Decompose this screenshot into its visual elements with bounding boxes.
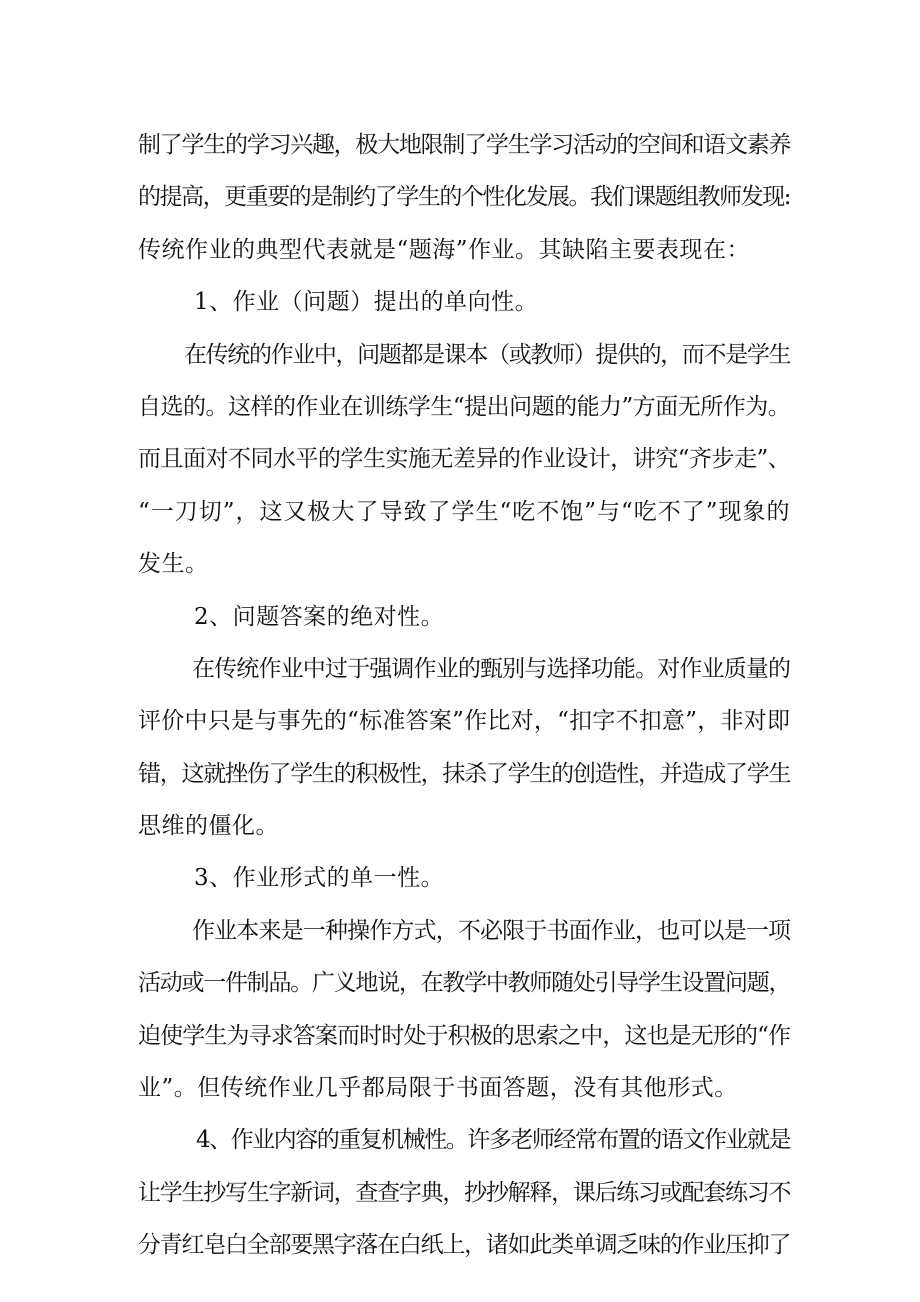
text-line: 让学生抄写生字新词，查查字典，抄抄解释，课后练习或配套练习不	[138, 1179, 790, 1206]
document-body	[138, 119, 790, 1272]
text-line: 制了学生的学习兴趣，极大地限制了学生学习活动的空间和语文素养	[138, 132, 790, 158]
text-line: 而且面对不同水平的学生实施无差异的作业设计，讲究“齐步走”、	[138, 446, 790, 473]
text-line: 分青红皂白全部要黑字落在白纸上，诸如此类单调乏味的作业压抑了	[138, 1232, 790, 1259]
text-line: 自选的。这样的作业在训练学生“提出问题的能力”方面无所作为。	[138, 393, 790, 420]
text-line: 思维的僵化。	[138, 813, 279, 840]
text-line: 在传统的作业中，问题都是课本（或教师）提供的，而不是学生	[184, 341, 790, 368]
text-line: 发生。	[138, 551, 209, 578]
text-line: 作业本来是一种操作方式，不必限于书面作业，也可以是一项	[192, 917, 790, 944]
text-line: 活动或一件制品。广义地说，在教学中教师随处引导学生设置问题，	[138, 970, 790, 997]
section-heading-1: 1、作业（问题）提出的单向性。	[194, 289, 539, 316]
text-line: 业”。但传统作业几乎都局限于书面答题，没有其他形式。	[138, 1075, 738, 1102]
section-heading-3: 3、作业形式的单一性。	[194, 865, 445, 892]
section-heading-2: 2、问题答案的绝对性。	[194, 603, 445, 630]
text-line: 传统作业的典型代表就是“题海”作业。其缺陷主要表现在：	[138, 236, 751, 263]
text-line: 的提高，更重要的是制约了学生的个性化发展。我们课题组教师发现:	[138, 184, 790, 211]
text-line: 在传统作业中过于强调作业的甄别与选择功能。对作业质量的	[192, 655, 790, 682]
text-line: 错，这就挫伤了学生的积极性，抹杀了学生的创造性，并造成了学生	[138, 760, 790, 787]
text-line: 迫使学生为寻求答案而时时处于积极的思索之中，这也是无形的“作	[138, 1022, 790, 1049]
text-line: 评价中只是与事先的“标准答案”作比对，“扣字不扣意”，非对即	[138, 708, 790, 735]
section-heading-4: 4、作业内容的重复机械性。许多老师经常布置的语文作业就是	[196, 1127, 790, 1154]
text-line: “一刀切”，这又极大了导致了学生“吃不饱”与“吃不了”现象的	[138, 498, 790, 525]
